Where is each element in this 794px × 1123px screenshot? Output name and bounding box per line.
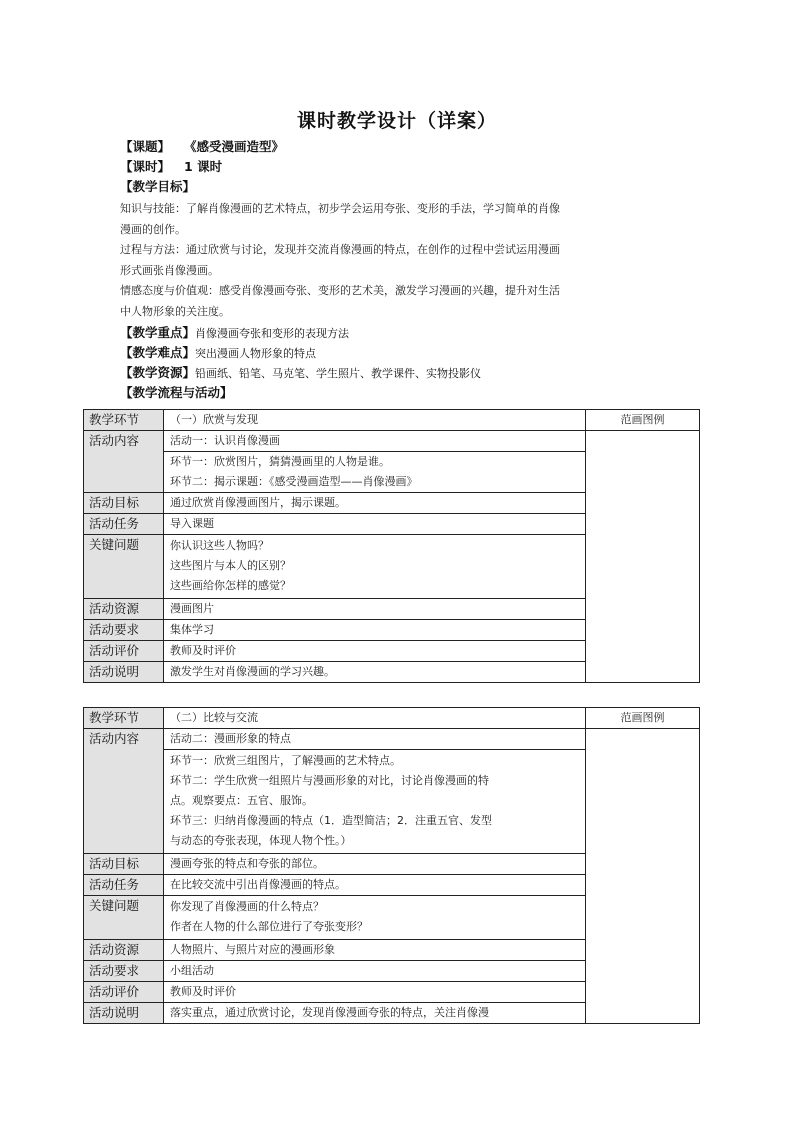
process-label: 【教学流程与活动】 <box>120 385 233 400</box>
difficult-point-value: 突出漫画人物形象的特点 <box>195 347 317 360</box>
require-value: 集体学习 <box>164 620 586 641</box>
goals-label: 【教学目标】 <box>120 179 196 194</box>
example-area <box>586 431 700 683</box>
goal-line: 中人物形象的关注度。 <box>120 304 230 318</box>
goal-label: 活动目标 <box>84 493 164 514</box>
content-line: 活动二：漫画形象的特点 <box>164 729 586 750</box>
stage-title: （二）比较与交流 <box>164 708 586 729</box>
task-value: 在比较交流中引出肖像漫画的特点。 <box>164 875 586 896</box>
topic-label: 【课题】 <box>120 139 171 154</box>
question-item: 你认识这些人物吗？ <box>170 539 269 552</box>
stage-title: （一）欣赏与发现 <box>164 410 586 431</box>
content-line: 环节三：归纳肖像漫画的特点（1．造型简洁；2．注重五官、发型 <box>170 814 492 827</box>
example-header: 范画图例 <box>586 410 700 431</box>
goal-value: 漫画夸张的特点和夸张的部位。 <box>164 854 586 875</box>
require-value: 小组活动 <box>164 961 586 982</box>
require-label: 活动要求 <box>84 620 164 641</box>
goals-text <box>120 199 700 322</box>
content-line: 环节一：欣赏图片，猜猜漫画里的人物是谁。 <box>164 452 586 473</box>
key-point-value: 肖像漫画夸张和变形的表现方法 <box>195 327 350 340</box>
activity-table-2 <box>83 707 700 1024</box>
resources-label: 【教学资源】 <box>120 365 196 380</box>
resource-label: 活动资源 <box>84 940 164 961</box>
note-value: 激发学生对肖像漫画的学习兴趣。 <box>164 662 586 683</box>
question-item: 作者在人物的什么部位进行了夸张变形？ <box>170 920 368 933</box>
require-label: 活动要求 <box>84 961 164 982</box>
stage-header-label: 教学环节 <box>84 410 164 431</box>
goal-value: 通过欣赏肖像漫画图片，揭示课题。 <box>164 493 586 514</box>
eval-value: 教师及时评价 <box>164 641 586 662</box>
period-label: 【课时】 <box>120 159 171 174</box>
example-area <box>586 729 700 1024</box>
goal-line: 形式画张肖像漫画。 <box>120 263 219 277</box>
key-point-row <box>120 323 700 343</box>
note-label: 活动说明 <box>84 662 164 683</box>
question-label: 关键问题 <box>84 535 164 599</box>
resources-row <box>120 363 700 383</box>
goal-line: 情感态度与价值观：感受肖像漫画夸张、变形的艺术美，激发学习漫画的兴趣，提升对生活 <box>120 284 560 297</box>
content-line: 活动一：认识肖像漫画 <box>164 431 586 452</box>
question-item: 这些画给你怎样的感觉？ <box>170 579 291 592</box>
content-line: 点。观察要点：五官、服饰。 <box>170 794 313 807</box>
content-label: 活动内容 <box>84 431 164 493</box>
content-steps <box>164 750 586 854</box>
resources-value: 铅画纸、铅笔、马克笔、学生照片、教学课件、实物投影仪 <box>195 367 482 380</box>
lesson-header <box>120 137 700 403</box>
content-line: 环节二：揭示课题：《感受漫画造型——肖像漫画》 <box>164 472 586 493</box>
question-list <box>164 535 586 599</box>
goal-label: 活动目标 <box>84 854 164 875</box>
goal-line: 过程与方法：通过欣赏与讨论，发现并交流肖像漫画的特点，在创作的过程中尝试运用漫画 <box>120 243 560 256</box>
goal-line: 知识与技能：了解肖像漫画的艺术特点，初步学会运用夸张、变形的手法，学习简单的肖像 <box>120 202 560 215</box>
stage-header-label: 教学环节 <box>84 708 164 729</box>
task-value: 导入课题 <box>164 514 586 535</box>
resource-value: 漫画图片 <box>164 599 586 620</box>
eval-value: 教师及时评价 <box>164 982 586 1003</box>
topic-row <box>120 137 700 157</box>
content-line: 环节二：学生欣赏一组照片与漫画形象的对比，讨论肖像漫画的特 <box>170 774 489 787</box>
eval-label: 活动评价 <box>84 641 164 662</box>
difficult-point-row <box>120 343 700 363</box>
question-item: 这些图片与本人的区别？ <box>170 559 291 572</box>
difficult-point-label: 【教学难点】 <box>120 345 196 360</box>
question-label: 关键问题 <box>84 896 164 940</box>
content-label: 活动内容 <box>84 729 164 854</box>
question-item: 你发现了肖像漫画的什么特点？ <box>170 900 324 913</box>
content-line: 环节一：欣赏三组图片，了解漫画的艺术特点。 <box>170 754 401 767</box>
period-value: 1 课时 <box>184 159 223 174</box>
resource-value: 人物照片、与照片对应的漫画形象 <box>164 940 586 961</box>
question-list <box>164 896 586 940</box>
period-row <box>120 157 700 177</box>
content-line: 与动态的夸张表现，体现人物个性。） <box>170 834 352 847</box>
note-value: 落实重点，通过欣赏讨论，发现肖像漫画夸张的特点，关注肖像漫 <box>164 1003 586 1024</box>
resource-label: 活动资源 <box>84 599 164 620</box>
example-header: 范画图例 <box>586 708 700 729</box>
eval-label: 活动评价 <box>84 982 164 1003</box>
topic-value: 《感受漫画造型》 <box>184 139 285 154</box>
page-title: 课时教学设计（详案） <box>296 110 497 132</box>
activity-table-1 <box>83 409 700 683</box>
key-point-label: 【教学重点】 <box>120 325 196 340</box>
task-label: 活动任务 <box>84 875 164 896</box>
note-label: 活动说明 <box>84 1003 164 1024</box>
task-label: 活动任务 <box>84 514 164 535</box>
goal-line: 漫画的创作。 <box>120 222 186 236</box>
